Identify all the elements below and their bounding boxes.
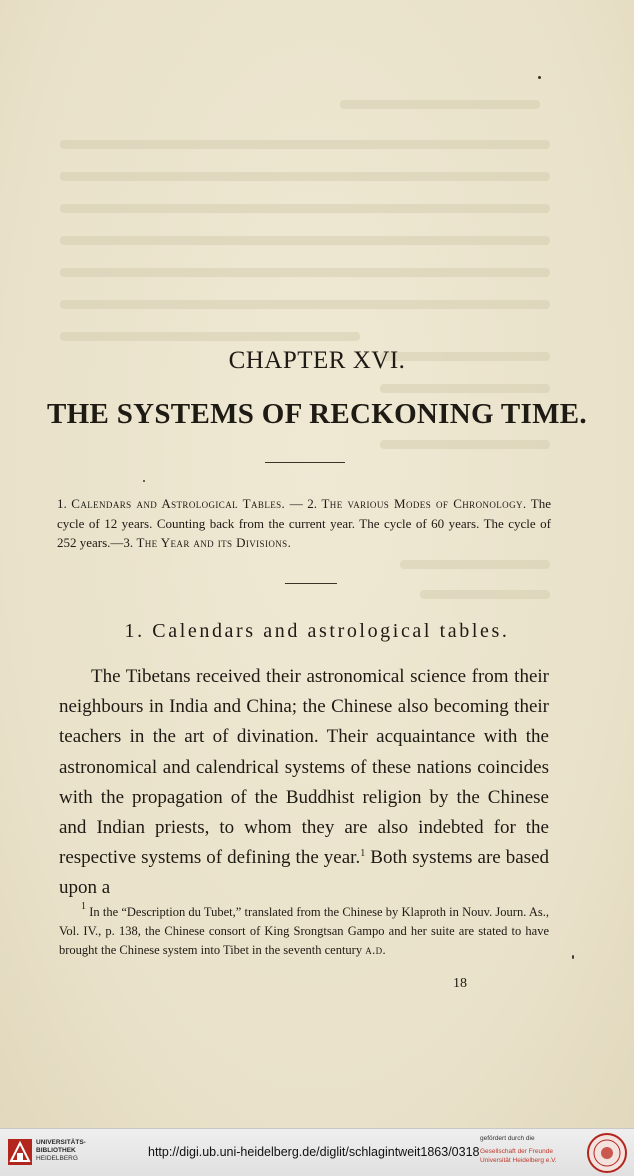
synopsis-topic-1: Calendars and Astrological Tables. (71, 496, 286, 511)
synopsis-text: 1. (57, 496, 72, 511)
title-rule (265, 462, 345, 463)
chapter-number: CHAPTER XVI. (228, 347, 406, 374)
body-text: Both systems are based upon a (59, 847, 550, 899)
section-heading: 1. Calendars and astrological tables. (124, 620, 510, 642)
footnote-marker: 1 (81, 901, 86, 912)
university-name-line: BIBLIOTHEK (36, 1147, 76, 1154)
chapter-title: THE SYSTEMS OF RECKONING TIME. (47, 398, 587, 430)
university-library-logo-icon[interactable] (7, 1137, 33, 1167)
body-paragraph (59, 662, 549, 904)
permalink-url[interactable]: http://digi.ub.uni-heidelberg.de/diglit/schlagintweit1863/0318 (148, 1145, 480, 1159)
ink-speck (143, 480, 145, 482)
footnote-text: In the “Description du Tubet,” translated from the Chinese by Klaproth in Nouv. Journ. As., Vol. IV., p. 138, the Chinese consort of King Srongtsan Gampo and her suite are stated to have brought the Chinese system into Tibet in the seventh century (59, 905, 549, 957)
university-name-line: UNIVERSITÄTS- (36, 1139, 86, 1146)
footnote (59, 903, 549, 960)
university-name-line: HEIDELBERG (36, 1155, 78, 1162)
ink-speck (572, 955, 574, 959)
ink-speck (538, 76, 541, 79)
footnote-era: a.d. (365, 943, 387, 957)
synopsis-topic-3: The Year and its Divisions. (136, 535, 292, 550)
footnote-reference[interactable]: 1 (360, 848, 366, 860)
synopsis-topic-2: The various Modes of Chronology. (321, 496, 527, 511)
sponsor-credit (480, 1134, 580, 1165)
sponsor-name-line: Gesellschaft der Freunde (480, 1148, 553, 1155)
sponsor-seal-icon[interactable] (586, 1132, 628, 1174)
page-number: 18 (453, 976, 467, 991)
synopsis-rule (285, 583, 337, 584)
university-library-name (36, 1139, 86, 1163)
synopsis-text: The cycle of 12 years. Counting back from the current year. The cycle of 60 years. The cycle of 252 years.—3. (57, 496, 552, 550)
body-text: The Tibetans received their astronomical science from their neighbours in India and China; the Chinese also becoming their teachers in the art of divination. Their acquaintance with the astronomical and calendrical systems of these nations coincides with the propagation of the Buddhist religion by the Chinese and Indian priests, to whom they are also indebted for the respective systems of defining the year. (59, 666, 549, 869)
synopsis-text: — 2. (285, 496, 322, 511)
sponsor-name-line: Universität Heidelberg e.V. (480, 1157, 557, 1164)
viewer-footer (0, 1128, 634, 1176)
chapter-synopsis (57, 494, 551, 553)
sponsor-label: gefördert durch die (480, 1135, 535, 1142)
